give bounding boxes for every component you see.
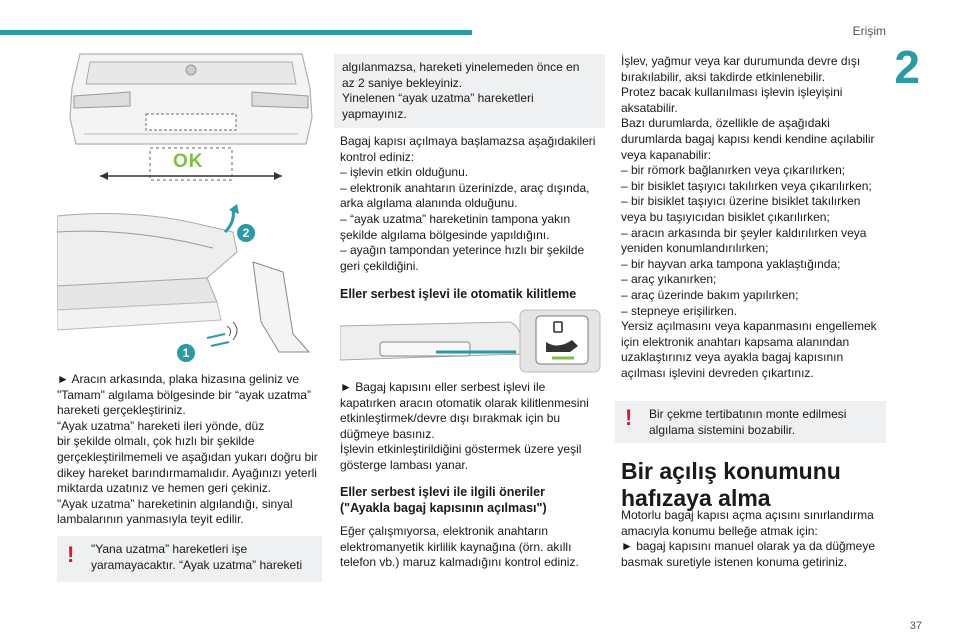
- text-line: – “ayak uzatma” hareketinin tampona yakın: [340, 211, 571, 226]
- heading-line: Eller serbest işlevi ile ilgili öneriler: [340, 485, 545, 499]
- text-line: – ayağın tampondan yeterince hızlı bir şekilde: [340, 243, 585, 258]
- text-line: aksatabilir.: [621, 100, 678, 115]
- heading-line: hafızaya alma: [621, 485, 771, 511]
- text-line: – araç yıkanırken;: [621, 272, 717, 287]
- text-line: ► Aracın arkasında, plaka hizasına geliniz ve: [57, 372, 300, 386]
- text-line: – aracın arkasında bir şeyler kaldırılırken veya: [621, 225, 867, 240]
- ok-zone-label: OK: [173, 151, 204, 172]
- text-line: veya kapanabilir:: [621, 147, 712, 162]
- header-accent-bar: [0, 30, 472, 35]
- text-line: – bir bisiklet taşıyıcı üzerine bisiklet takılırken: [621, 194, 861, 209]
- note-line: algılama sistemini bozabilir.: [649, 422, 796, 437]
- note-line: az 2 saniye bekleyiniz.: [342, 75, 463, 90]
- text-line: kapatırken aracın otomatik olarak kilitlenmesini: [340, 395, 589, 410]
- warning-note: [57, 536, 322, 582]
- text-line: yeniden konumlandırılırken;: [621, 241, 769, 256]
- marker-2: 2: [237, 224, 255, 242]
- auto-lock-instructions: [340, 380, 606, 474]
- heading-line: ("Ayakla bagaj kapısının açılması"): [340, 501, 547, 515]
- foot-gesture-instructions: [57, 372, 322, 528]
- advice-heading: [340, 484, 606, 516]
- text-line: Protez bacak kullanılması işlevin işleyişini: [621, 85, 843, 100]
- text-line: uzaklaştırınız veya ayakla bagaj kapısının: [621, 350, 844, 365]
- text-line: – elektronik anahtarın üzerinizde, araç dışında,: [340, 180, 590, 195]
- text-line: – bir hayvan arka tampona yaklaştığında;: [621, 256, 841, 271]
- text-line: dikey hareket barındırmamalıdır. Ayağınızı yeterli: [57, 465, 317, 480]
- note-line: Bir çekme tertibatının monte edilmesi: [649, 407, 847, 421]
- text-line: Motorlu bagaj kapısı açma açısını sınırlandırma: [621, 508, 874, 522]
- text-line: “Ayak uzatma” hareketi ileri yönde, düz: [57, 418, 265, 433]
- text-line: etkinleştirmek/devre dışı bırakmak için bu: [340, 411, 561, 426]
- memorize-position-text: [621, 508, 887, 570]
- text-line: gerçekleştirilmemeli ve aşağıdan yukarı doğru bir: [57, 449, 318, 464]
- chapter-number: 2: [894, 41, 920, 93]
- text-line: telefon vb.) maruz kalmadığını kontrol ediniz.: [340, 555, 579, 570]
- rear-car-ok-illustration: [60, 48, 322, 198]
- text-line: düğmeye basınız.: [340, 426, 435, 441]
- text-line: "Ayak uzatma” hareketinin algılandığı, sinyal: [57, 496, 293, 511]
- memorize-position-heading: [621, 458, 887, 512]
- auto-lock-button-illustration: [340, 308, 602, 374]
- text-line: Yersiz açılmasını veya kapanmasını engellemek: [621, 319, 877, 334]
- text-line: şekilde algılama bölgesinde yapıldığını.: [340, 227, 550, 242]
- text-line: geri çekildiğini.: [340, 258, 419, 273]
- text-line: hareketi gerçekleştiriniz.: [57, 403, 186, 418]
- text-line: – araç üzerinde bakım yapılırken;: [621, 287, 799, 302]
- text-line: Eğer çalışmıyorsa, elektronik anahtarın: [340, 524, 549, 538]
- text-line: basmak suretiyle istenen konuma getiriniz.: [621, 554, 848, 569]
- text-line: açılması işlevini devreden çıkartınız.: [621, 365, 814, 380]
- text-line: veya bu taşıyıcıdan bisiklet çıkarılırken;: [621, 209, 830, 224]
- text-line: İşlev, yağmur veya kar durumunda devre dışı: [621, 54, 861, 68]
- text-line: gösterge lambası yanar.: [340, 457, 469, 472]
- text-line: "Tamam" algılama bölgesinde bir “ayak uzatma”: [57, 387, 311, 402]
- page-number: 37: [909, 620, 922, 632]
- note-line: "Yana uzatma” hareketleri işe: [91, 542, 248, 556]
- warning-icon: !: [625, 405, 633, 430]
- text-line: bırakılabilir, aksi takdirde etkinlenebilir.: [621, 69, 826, 84]
- text-line: lambalarının yanmasıyla teyit edilir.: [57, 512, 244, 527]
- marker-1: 1: [177, 344, 195, 362]
- warning-icon: !: [67, 542, 75, 567]
- text-line: için elektronik anahtarı kapsama alanından: [621, 334, 850, 349]
- text-line: kontrol ediniz:: [340, 149, 415, 164]
- text-line: – bir römork bağlanırken veya çıkarılırken;: [621, 163, 846, 178]
- text-line: bir şekilde olmalı, çok hızlı bir şekilde: [57, 434, 255, 449]
- text-line: Bazı durumlarda, özellikle de aşağıdaki: [621, 116, 830, 131]
- tow-bar-warning-note: [615, 401, 886, 443]
- function-limitations: [621, 54, 887, 381]
- text-line: ► Bagaj kapısını eller serbest işlevi ile: [340, 380, 546, 394]
- note-line: Yinelenen “ayak uzatma” hareketleri: [342, 91, 534, 106]
- text-line: elektromanyetik kirlilik kaynağına (örn. akıllı: [340, 539, 572, 554]
- text-line: amacıyla konumu belleğe atmak için:: [621, 523, 818, 538]
- note-line: algılanmazsa, hareketi yinelemeden önce en: [342, 60, 580, 74]
- heading-line: Bir açılış konumunu: [621, 458, 841, 484]
- troubleshooting-list: [340, 134, 606, 274]
- text-line: İşlevin etkinleştirildiğini göstermek üzere yeşil: [340, 442, 582, 457]
- note-line: yaramayacaktır. “Ayak uzatma” hareketi: [91, 557, 303, 572]
- advice-text: [340, 524, 606, 571]
- foot-gesture-illustration: [57, 202, 319, 362]
- auto-lock-heading: Eller serbest işlevi ile otomatik kilitleme: [340, 287, 577, 301]
- col1-instructions: [57, 372, 322, 528]
- text-line: Bagaj kapısı açılmaya başlamazsa aşağıdakileri: [340, 134, 596, 148]
- text-line: – işlevin etkin olduğunu.: [340, 165, 469, 180]
- warning-note-continued: [334, 54, 605, 128]
- text-line: miktarda uzatınız ve hemen geri çekiniz.: [57, 481, 272, 496]
- note-line: yapmayınız.: [342, 106, 407, 121]
- text-line: – stepneye erişilirken.: [621, 303, 738, 318]
- section-title: Erişim: [852, 24, 886, 38]
- text-line: arka algılama alanında olduğunu.: [340, 196, 518, 211]
- text-line: – bir bisiklet taşıyıcı takılırken veya çıkarılırken;: [621, 178, 872, 193]
- text-line: durumlarda bagaj kapısı kendi kendine açılabilir: [621, 131, 875, 146]
- text-line: ► bagaj kapısını manuel olarak ya da düğmeye: [621, 539, 876, 554]
